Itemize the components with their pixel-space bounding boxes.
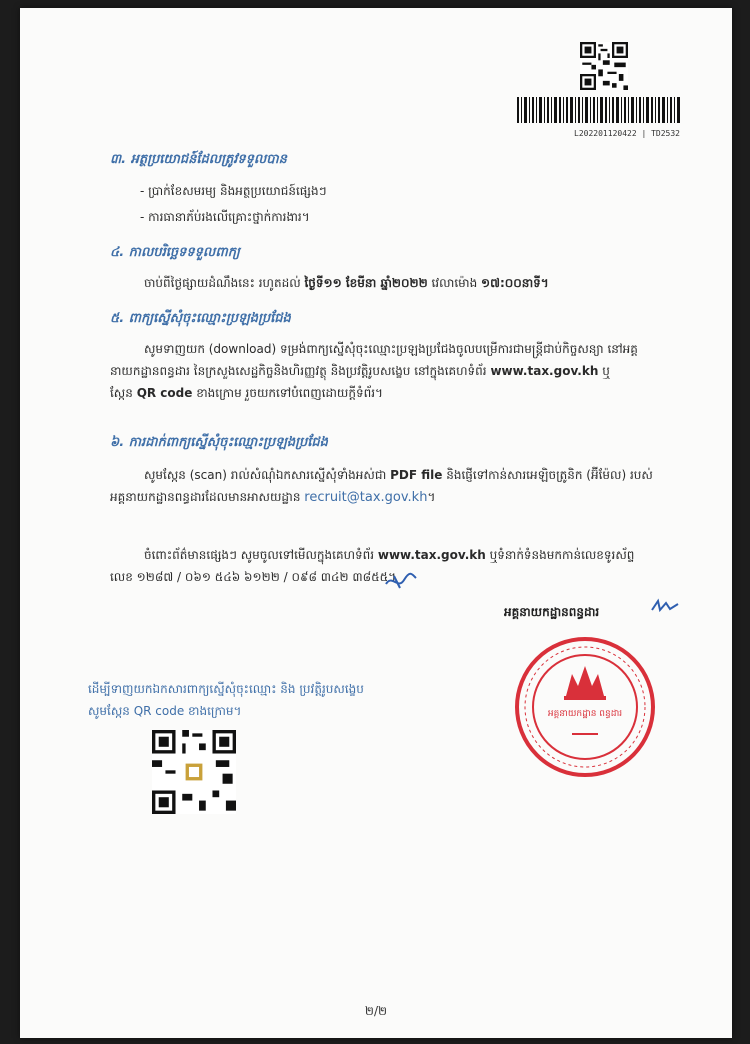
section-6-line-2-a: អគ្គនាយកដ្ឋានពន្ធដារដែលមានអាសយដ្ឋាន [110, 490, 301, 504]
section-6-line-1-a: សូមស្កែន (scan) រាល់សំណុំឯកសារស្នើសុំទាំងអស់ជា [144, 468, 387, 482]
signature-icon [650, 598, 680, 614]
qr-code-label: QR code [136, 386, 193, 400]
section-4-date: ថ្ងៃទី១១ ខែមីនា ឆ្នាំ២០២២ [304, 276, 428, 290]
section-4-text [144, 272, 549, 294]
stamp-text: អគ្គនាយកដ្ឋាន ពន្ធដារ [547, 709, 623, 719]
section-6-body [110, 464, 696, 509]
qr-download-note: ដើម្បីទាញយកឯកសារពាក្យស្នើសុំចុះឈ្មោះ និង ប្រវត្តិរូបសង្ខេប សូមស្កែន QR code ខាងក្រោម។ [88, 682, 364, 718]
contact-line-1 [110, 544, 696, 566]
initial-signature-icon [382, 570, 418, 592]
section-6-line-2-end: ។ [427, 490, 436, 504]
section-3-bullet-2: - ការធានាភ័ប់រងលើគ្រោះថ្នាក់ការងារ។ [140, 210, 310, 224]
email-link[interactable]: recruit@tax.gov.kh [304, 490, 428, 505]
official-stamp [514, 636, 656, 778]
section-6-line-1-c: និងផ្ញើទៅកាន់សារអេឡិចត្រូនិក (អ៊ីម៉ែល) របស់ [446, 468, 653, 482]
qr-code-icon[interactable] [580, 42, 628, 90]
download-qr-code-icon[interactable] [152, 730, 236, 814]
section-5-line-3-a: ស្កែន [110, 386, 133, 400]
section-3-heading: ៣. អត្ថប្រយោជន៍ដែលត្រូវទទួលបាន [110, 152, 287, 167]
contact-line-1-c: ឬទំនាក់ទំនងមកកាន់លេខទូរស័ព្ទ [489, 548, 635, 562]
reference-code: L202201120422 | TD2532 [574, 129, 680, 138]
website-link[interactable]: www.tax.gov.kh [490, 364, 599, 378]
section-5-heading: ៥. ពាក្យស្នើសុំចុះឈ្មោះប្រឡងប្រជែង [110, 311, 291, 326]
section-6-line-1 [110, 464, 696, 486]
barcode-icon [517, 97, 682, 123]
section-5-line-1: សូមទាញយក (download) ទម្រង់ពាក្យស្នើសុំចុះឈ្មោះប្រឡងប្រជែងចូលបម្រើការជាមន្ត្រីជាប់កិច្ចសន្យា នៅអគ្គ [144, 342, 638, 356]
section-3-bullet-1: - ប្រាក់ខែសមរម្យ និងអត្ថប្រយោជន៍ផ្សេងៗ [140, 184, 327, 198]
section-6-heading: ៦. ការដាក់ពាក្យស្នើសុំចុះឈ្មោះប្រឡងប្រជែង [110, 435, 328, 450]
section-5-body [110, 338, 696, 404]
document-page [20, 8, 732, 1038]
pdf-file-label: PDF file [390, 468, 443, 482]
section-5-line-3-c: ខាងក្រោម រួចយកទៅបំពេញដោយក្តីទំព័រ។ [196, 386, 383, 400]
section-5-line-3 [110, 382, 696, 404]
section-5-line-2-or: ឬ [602, 364, 610, 378]
section-6-line-2 [110, 486, 696, 509]
section-4-time: ១៧:០០នាទី។ [481, 276, 549, 290]
contact-website-link[interactable]: www.tax.gov.kh [377, 548, 486, 562]
section-5-line-2 [110, 360, 696, 382]
section-5-line-2-text: នាយកដ្ឋានពន្ធដារ នៃក្រសួងសេដ្ឋកិច្ចនិងហិរញ្ញវត្ថុ និងប្រវត្តិរូបសង្ខេប នៅក្នុងគេហទំព័រ [110, 364, 487, 378]
section-4-text-c: វេលាម៉ោង [431, 276, 478, 290]
contact-line-1-a: ចំពោះព័ត៌មានផ្សេងៗ សូមចូលទៅមើលក្នុងគេហទំព័រ [144, 548, 375, 562]
section-4-text-a: ចាប់ពីថ្ងៃផ្សាយដំណឹងនេះ រហូតដល់ [144, 276, 301, 290]
contact-line-2: លេខ ១២៨៧ / ០៦១ ៥៤៦ ៦១២២ / ០៩៨ ៣៤២ ៣៨៥៥។ [110, 570, 397, 584]
section-4-heading: ៤. កាលបរិច្ឆេទទទួលពាក្យ [110, 245, 240, 260]
signature-title: អគ្គនាយកដ្ឋានពន្ធដារ [504, 605, 600, 619]
page-number: ២/២ [364, 1004, 388, 1018]
